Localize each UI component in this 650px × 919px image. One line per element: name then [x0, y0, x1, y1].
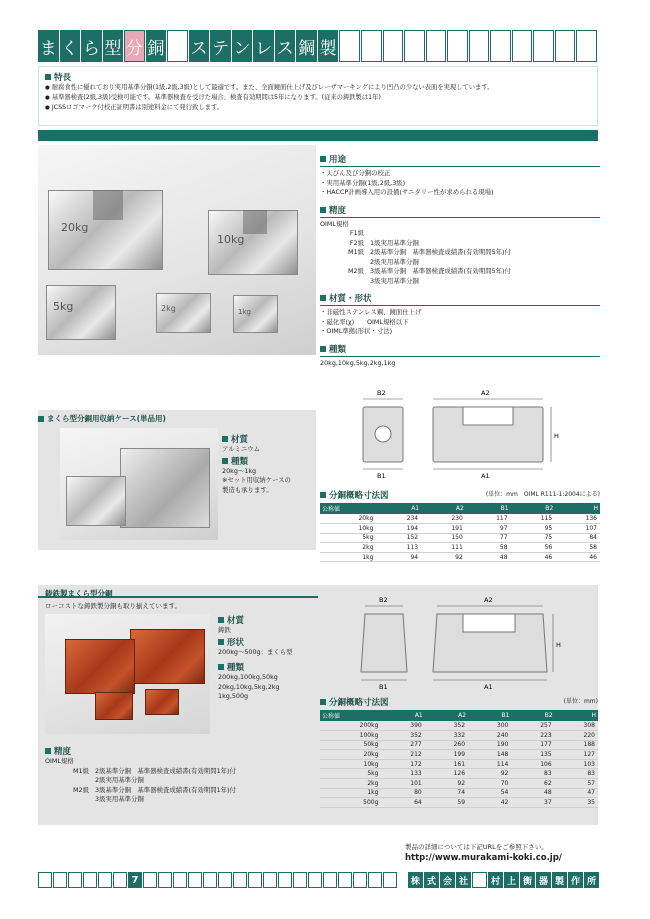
table-cell: 300 [468, 721, 511, 731]
footer-cell [248, 872, 262, 888]
svg-text:H: H [554, 432, 559, 440]
title-char [512, 30, 533, 62]
company-char: 会 [440, 872, 455, 888]
svg-text:B1: B1 [379, 683, 388, 691]
title-char [339, 30, 360, 62]
url-block [405, 842, 562, 863]
table-cell: 240 [468, 731, 511, 741]
table-cell: 100kg [320, 731, 381, 741]
company-char: 所 [584, 872, 599, 888]
footer-cell [68, 872, 82, 888]
title-char: 型 [103, 30, 124, 62]
table-header: 公称値 [320, 503, 376, 514]
table-header: H [555, 503, 600, 514]
svg-text:A2: A2 [484, 596, 493, 604]
table-cell: 35 [555, 798, 598, 808]
title-char [167, 30, 188, 62]
table-header: 公称値 [320, 710, 381, 721]
table-cell: 199 [425, 750, 468, 760]
table-cell: 95 [511, 524, 556, 534]
table-cell: 5kg [320, 533, 376, 543]
company-char: 器 [536, 872, 551, 888]
table-cell: 46 [511, 552, 556, 562]
table-row [320, 798, 598, 808]
features-box [38, 66, 598, 126]
stainless-weights-photo [38, 145, 316, 355]
table-cell: 111 [421, 543, 466, 553]
accuracy-row [45, 795, 325, 805]
accuracy-row [45, 776, 325, 786]
footer-cell [368, 872, 382, 888]
title-char: 銅 [146, 30, 167, 62]
title-char [533, 30, 554, 62]
case-photo [60, 428, 218, 540]
table-cell: 54 [468, 788, 511, 798]
table-cell: 80 [381, 788, 424, 798]
title-char [361, 30, 382, 62]
accuracy-row [45, 767, 325, 777]
table-cell: 115 [511, 514, 556, 524]
table-cell: 83 [511, 769, 554, 779]
castiron-specs: 材質 鋳鉄 形状 200kg～500g：まくら型 種類 200kg,100kg,50kg 20kg,10kg,5kg,2kg 1kg,500g [218, 616, 293, 700]
accuracy-grade [320, 258, 364, 268]
company-char: 製 [552, 872, 567, 888]
footer-cell [323, 872, 337, 888]
footer-cell [233, 872, 247, 888]
table-cell: 126 [425, 769, 468, 779]
accuracy-row [320, 258, 600, 268]
rust-weight-medium [65, 639, 135, 694]
features-heading: 特長 [45, 71, 71, 83]
title-bar [38, 30, 598, 62]
table-header: B1 [466, 503, 511, 514]
footer-cell [263, 872, 277, 888]
castiron-dimension-table [320, 710, 598, 808]
title-char: ま [38, 30, 59, 62]
company-char: 社 [456, 872, 471, 888]
table-cell: 62 [511, 779, 554, 789]
title-char: ス [275, 30, 296, 62]
table-header: A1 [381, 710, 424, 721]
footer-cell [308, 872, 322, 888]
table-cell: 2kg [320, 543, 376, 553]
table-cell: 500g [320, 798, 381, 808]
table-cell: 332 [425, 731, 468, 741]
weight-1kg: 1kg [233, 295, 278, 333]
footer-cell [218, 872, 232, 888]
table-header: A2 [425, 710, 468, 721]
table-cell: 136 [555, 514, 600, 524]
accuracy-row [320, 277, 600, 287]
company-char: 上 [504, 872, 519, 888]
table-row [320, 788, 598, 798]
title-char [383, 30, 404, 62]
table-header: A2 [421, 503, 466, 514]
table-row [320, 769, 598, 779]
rust-weight-large [130, 629, 205, 684]
stainless-table-block: 分銅概略寸法図 (単位：mm OIML R111-1:2004による) 公称値 A1 A2 B1 B2 H 20kg 234 230 117 115 136 10kg 194 191 97 95 107 5kg 152 150 77 75 84 2kg 113 111 58 56 58 1kg 94 92 48 46 46 [322, 491, 600, 561]
company-char: 式 [424, 872, 439, 888]
page-number: 7 [128, 872, 142, 888]
table-cell: 308 [555, 721, 598, 731]
features-list [45, 83, 493, 113]
title-char: ら [81, 30, 102, 62]
accuracy-row [45, 786, 325, 796]
footer-cell [143, 872, 157, 888]
company-char: 株 [408, 872, 423, 888]
footer-cell [353, 872, 367, 888]
table-cell: 191 [421, 524, 466, 534]
footer-cell [53, 872, 67, 888]
table-row [320, 533, 600, 543]
footer-cell [173, 872, 187, 888]
table-cell: 212 [381, 750, 424, 760]
table-cell: 5kg [320, 769, 381, 779]
table-cell: 113 [376, 543, 421, 553]
table-cell: 114 [468, 759, 511, 769]
table-row [320, 731, 598, 741]
table-cell: 48 [511, 788, 554, 798]
title-char [576, 30, 597, 62]
svg-text:A1: A1 [484, 683, 493, 691]
table-cell: 200kg [320, 721, 381, 731]
website-link[interactable]: http://www.murakami-koki.co.jp/ [405, 853, 562, 863]
table-row [320, 740, 598, 750]
table-cell: 161 [425, 759, 468, 769]
accuracy-desc: 2級基準分銅 基準器検査成績書(有効期間5年)付 [370, 248, 511, 256]
table-cell: 352 [425, 721, 468, 731]
weight-2kg: 2kg [156, 293, 211, 333]
section-divider [38, 130, 598, 141]
table-cell: 148 [468, 750, 511, 760]
title-char: く [60, 30, 81, 62]
footer-cell [158, 872, 172, 888]
table-cell: 133 [381, 769, 424, 779]
accuracy-grade: F1級 [349, 229, 364, 237]
accuracy-grade: M2級 [73, 785, 89, 794]
accuracy-grade: M1級 [73, 766, 89, 775]
company-char: 作 [568, 872, 583, 888]
table-row [320, 543, 600, 553]
table-cell: 92 [425, 779, 468, 789]
table-cell: 390 [381, 721, 424, 731]
table-cell: 10kg [320, 759, 381, 769]
svg-text:B2: B2 [377, 389, 386, 397]
footer-cell [113, 872, 127, 888]
accuracy-grade: M2級 [348, 267, 364, 275]
table-row [320, 552, 600, 562]
table-cell: 260 [425, 740, 468, 750]
material-heading: 材質・形状 [320, 292, 600, 306]
table-cell: 107 [555, 524, 600, 534]
accuracy-desc: 1級実用基準分銅 [370, 238, 419, 247]
table-cell: 83 [555, 769, 598, 779]
types-heading: 種類 [320, 343, 600, 357]
table-cell: 70 [468, 779, 511, 789]
table-cell: 277 [381, 740, 424, 750]
table-row [320, 524, 600, 534]
accuracy-list [320, 229, 600, 286]
table-header: B2 [511, 503, 556, 514]
stainless-dimension-table [320, 503, 600, 562]
table-cell: 42 [468, 798, 511, 808]
title-char: 製 [318, 30, 339, 62]
table-cell: 152 [376, 533, 421, 543]
table-cell: 58 [466, 543, 511, 553]
company-strip [408, 872, 600, 888]
table-header: B1 [468, 710, 511, 721]
table-cell: 56 [511, 543, 556, 553]
table-cell: 190 [468, 740, 511, 750]
table-cell: 57 [555, 779, 598, 789]
table-cell: 94 [376, 552, 421, 562]
castiron-subtitle: ローコストな鋳鉄製分銅も取り揃えています。 [45, 602, 181, 610]
table-cell: 194 [376, 524, 421, 534]
table-header: H [555, 710, 598, 721]
weight-10kg: 10kg [208, 210, 298, 275]
svg-text:A2: A2 [481, 389, 490, 397]
footer-strip [38, 872, 398, 888]
title-char: 分 [124, 30, 145, 62]
table-cell: 74 [425, 788, 468, 798]
table-cell: 46 [555, 552, 600, 562]
table-cell: 37 [511, 798, 554, 808]
footer-cell [98, 872, 112, 888]
castiron-table-block: 分銅概略寸法図 (単位：mm) 公称値 A1 A2 B1 B2 H 200kg 390 352 300 257 308 100kg 352 332 240 223 220 50kg 277 260 190 177 188 20kg 212 199 148 135 127 10kg 172 161 114 106 103 5kg 133 126 92 83 83 2kg 101 92 70 62 57 1kg 80 74 54 48 47 500g 64 59 42 37 35 [322, 698, 598, 807]
feature-item: ● 耐腐食性に優れており実用基準分銅(1級,2級,3級)として最適です。また、全面鏡面仕上げ及びレーザマーキングにより凹凸の少ない表面を実現しています。 [45, 83, 493, 93]
table-cell: 230 [421, 514, 466, 524]
accuracy-row [320, 239, 600, 249]
table-row [320, 759, 598, 769]
footer-cell [188, 872, 202, 888]
title-char [490, 30, 511, 62]
title-char: ス [189, 30, 210, 62]
case-specs: 材質 アルミニウム 種類 20kg～1kg ※セット用収納ケースの 製造も承ります。 [222, 435, 291, 494]
footer-cell [83, 872, 97, 888]
table-cell: 92 [421, 552, 466, 562]
footer-cell [338, 872, 352, 888]
footer-cell [203, 872, 217, 888]
table-cell: 150 [421, 533, 466, 543]
accuracy-row [320, 267, 600, 277]
table-cell: 188 [555, 740, 598, 750]
title-char [469, 30, 490, 62]
accuracy-desc: 3級実用基準分銅 [95, 795, 144, 803]
aluminium-case [120, 448, 210, 528]
table-cell: 20kg [320, 750, 381, 760]
stainless-dimension-diagram [345, 385, 595, 485]
table-cell: 103 [555, 759, 598, 769]
table-row [320, 721, 598, 731]
accuracy-grade [45, 776, 89, 786]
table-cell: 75 [511, 533, 556, 543]
accuracy-desc: 3級基準分銅 基準器検査成績書(有効期間1年)付 [95, 785, 236, 794]
title-char [404, 30, 425, 62]
accuracy-row [320, 229, 600, 239]
table-cell: 1kg [320, 552, 376, 562]
table-cell: 92 [468, 769, 511, 779]
table-cell: 50kg [320, 740, 381, 750]
weight-in-case [66, 476, 126, 526]
title-char [426, 30, 447, 62]
table-header: B2 [511, 710, 554, 721]
company-char: 衡 [520, 872, 535, 888]
accuracy-grade [320, 277, 364, 287]
castiron-dimension-diagram [345, 592, 595, 692]
footer-cell [278, 872, 292, 888]
table-cell: 106 [511, 759, 554, 769]
castiron-heading: 鋳鉄製まくら型分銅 [45, 589, 113, 598]
usage-heading: 用途 [320, 153, 600, 167]
title-char: 鋼 [296, 30, 317, 62]
svg-text:A1: A1 [481, 472, 490, 480]
accuracy-desc: 2級基準分銅 基準器検査成績書(有効期間1年)付 [95, 766, 236, 775]
accuracy-desc: 2級実用基準分銅 [95, 776, 144, 784]
footer-cell [293, 872, 307, 888]
table-row [320, 750, 598, 760]
table-cell: 127 [555, 750, 598, 760]
table-cell: 1kg [320, 788, 381, 798]
table-cell: 135 [511, 750, 554, 760]
weight-20kg: 20kg [48, 190, 163, 270]
footer-cell [383, 872, 397, 888]
svg-text:B2: B2 [379, 596, 388, 604]
weight-5kg: 5kg [46, 285, 116, 340]
table-cell: 84 [555, 533, 600, 543]
stainless-specs: 用途 ・天びん及び分銅の校正 ・実用基準分銅(1級,2級,3級) ・HACCP計画導入用の設備(サニタリー性が求められる現場) 精度 OIML規格 F1級 F2級 1級実用基準分銅 M1級 2級基準分銅 基準器検査成績書(有効期間5年)付 2級実用基準分銅 M2級 3級基準分銅 基準器検査成績書(有効期間5年)付 3級実用基準分銅 材質・形状 ・非磁性ステンレス鋼、鏡面仕上げ ・磁化率(χ) OIML規格以下 ・OIML準拠(形状・寸法) 種類 20kg,10kg,5kg,2kg,1kg [320, 150, 600, 368]
accuracy-grade [45, 795, 89, 805]
case-heading: まくら型分銅用収納ケース(単品用) [38, 413, 166, 424]
table-cell: 20kg [320, 514, 376, 524]
accuracy-desc: 2級実用基準分銅 [370, 257, 419, 266]
table-cell: 77 [466, 533, 511, 543]
table-cell: 172 [381, 759, 424, 769]
accuracy-grade: F2級 [349, 238, 364, 247]
table-cell: 234 [376, 514, 421, 524]
castiron-accuracy: 精度 OIML規格 M1級 2級基準分銅 基準器検査成績書(有効期間1年)付 2級実用基準分銅 M2級 3級基準分銅 基準器検査成績書(有効期間1年)付 3級実用基準分銅 [45, 745, 325, 805]
rust-weight-small [95, 692, 133, 720]
svg-text:H: H [556, 641, 561, 649]
table-cell: 177 [511, 740, 554, 750]
accuracy-heading: 精度 [320, 204, 600, 218]
title-char: ン [232, 30, 253, 62]
accuracy-desc: 3級実用基準分銅 [370, 276, 419, 285]
rust-weight-small [145, 689, 179, 715]
table-cell: 59 [425, 798, 468, 808]
accuracy-row [320, 248, 600, 258]
title-char: テ [210, 30, 231, 62]
table-header: A1 [376, 503, 421, 514]
table-cell: 223 [511, 731, 554, 741]
table-cell: 257 [511, 721, 554, 731]
title-char [555, 30, 576, 62]
table-cell: 47 [555, 788, 598, 798]
table-cell: 101 [381, 779, 424, 789]
svg-text:B1: B1 [377, 472, 386, 480]
table-row [320, 779, 598, 789]
title-char [447, 30, 468, 62]
feature-item: ● 基準器検査(2級,3級)受検可能です。基準器検査を受けた場合、検査有効期間は5年になります。(従来の鋳鉄製は1年) [45, 93, 493, 103]
table-cell: 2kg [320, 779, 381, 789]
company-char [472, 872, 487, 888]
table-cell: 97 [466, 524, 511, 534]
table-cell: 352 [381, 731, 424, 741]
footer-cell [38, 872, 52, 888]
table-cell: 10kg [320, 524, 376, 534]
table-cell: 58 [555, 543, 600, 553]
title-char: レ [253, 30, 274, 62]
square-bullet-icon [45, 74, 51, 80]
table-cell: 117 [466, 514, 511, 524]
castiron-weights-photo [45, 614, 210, 734]
table-row [320, 514, 600, 524]
table-cell: 48 [466, 552, 511, 562]
table-cell: 64 [381, 798, 424, 808]
accuracy-desc: 3級基準分銅 基準器検査成績書(有効期間5年)付 [370, 267, 511, 275]
feature-item: ● JCSSロゴマーク付校正証明書は別途料金にて発行致します。 [45, 103, 493, 113]
company-char: 村 [488, 872, 503, 888]
table-cell: 220 [555, 731, 598, 741]
accuracy-grade: M1級 [348, 248, 364, 256]
footer-note: 製品の詳細については下記URLをご参照下さい。 [405, 843, 548, 851]
